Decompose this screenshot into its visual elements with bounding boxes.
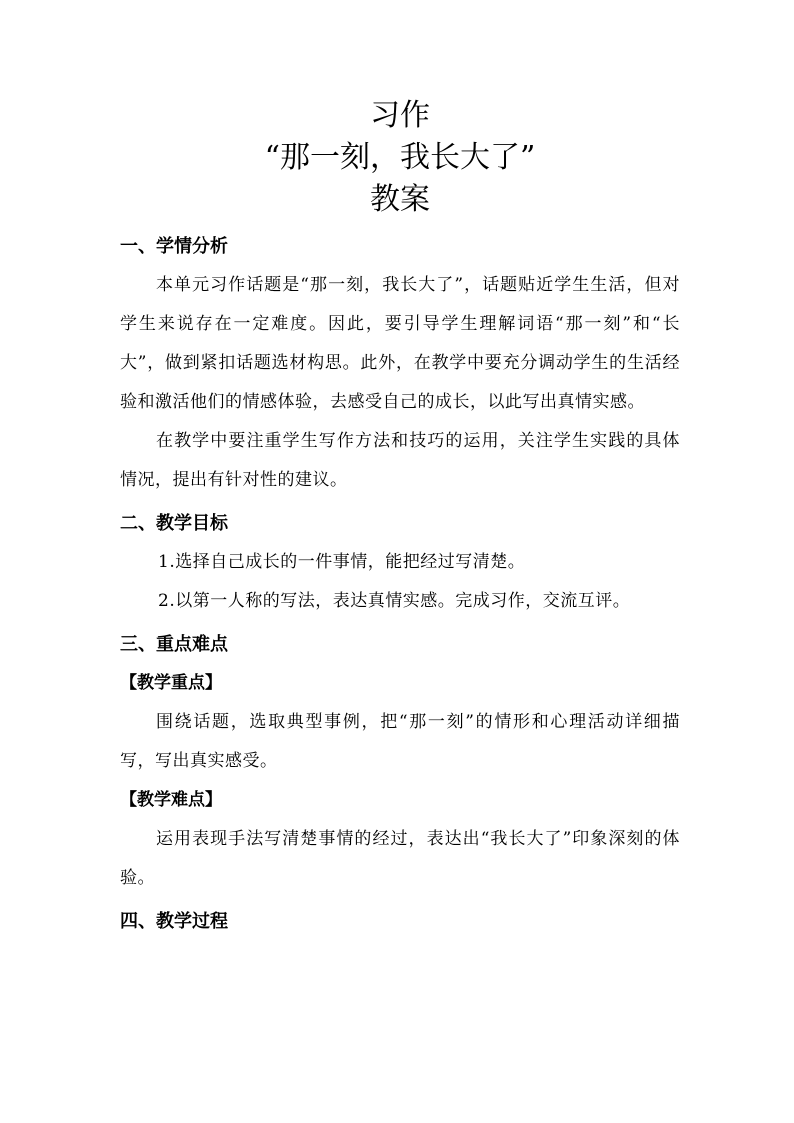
title-line-3: 教案 — [370, 182, 430, 217]
analysis-paragraph-2: 在教学中要注重学生写作方法和技巧的运用，关注学生实践的具体情况，提出有针对性的建议。 — [120, 431, 680, 490]
goal-item-2: 2.以第一人称的写法，表达真情实感。完成习作，交流互评。 — [158, 591, 631, 611]
analysis-paragraph-1: 本单元习作话题是“那一刻，我长大了”，话题贴近学生生活，但对学生来说存在一定难度。因此，要引导学生理解词语“那一刻”和“长大”，做到紧扣话题选材构思。此外，在教学中要充分调动学生的生活经验和激活他们的情感体验，去感受自己的成长，以此写出真情实感。 — [120, 275, 680, 412]
section-heading-goals: 二、教学目标 — [120, 513, 228, 534]
goal-item-1: 1.选择自己成长的一件事情，能把经过写清楚。 — [158, 552, 526, 572]
focus-heading: 【教学重点】 — [120, 673, 222, 693]
focus-paragraph: 围绕话题，选取典型事例，把“那一刻”的情形和心理活动详细描写，写出真实感受。 — [120, 712, 680, 771]
title-line-2: “那一刻，我长大了” — [264, 140, 536, 175]
section-heading-process: 四、教学过程 — [120, 911, 228, 932]
section-heading-analysis: 一、学情分析 — [120, 236, 228, 257]
document-title — [120, 95, 680, 221]
section-heading-key-points: 三、重点难点 — [120, 634, 228, 655]
difficulty-heading: 【教学难点】 — [120, 790, 222, 810]
difficulty-paragraph: 运用表现手法写清楚事情的经过，表达出“我长大了”印象深刻的体验。 — [120, 829, 680, 888]
title-line-1: 习作 — [370, 98, 430, 133]
